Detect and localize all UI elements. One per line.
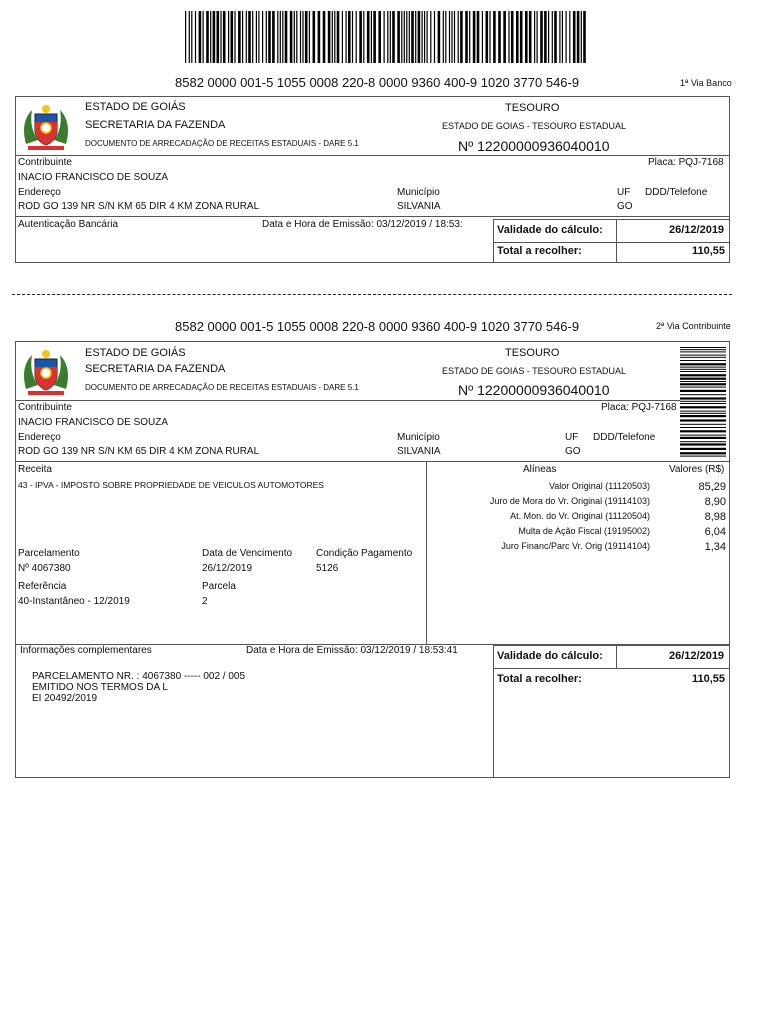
estado-title-2: ESTADO DE GOIÁS (85, 347, 186, 359)
condicao-value: 5126 (316, 563, 339, 574)
info-complementares-label: Informações complementares (20, 645, 152, 656)
receita-value: 43 - IPVA - IMPOSTO SOBRE PROPRIEDADE DE VEICULOS AUTOMOTORES (18, 480, 324, 490)
validade-label: Validade do cálculo: (497, 224, 603, 236)
alinea-label: Juro Financ/Parc Vr. Orig (19114104) (501, 541, 650, 551)
document-number-2: Nº 12200000936040010 (458, 382, 610, 398)
validade-date: 26/12/2019 (669, 224, 725, 236)
municipio-label: Município (397, 187, 440, 198)
alinea-row (430, 541, 728, 556)
alinea-row (430, 526, 728, 541)
validade-date-2: 26/12/2019 (669, 650, 725, 662)
endereco-label-2: Endereço (18, 432, 61, 443)
parcela-value: 2 (202, 596, 208, 607)
total-value-2: 110,55 (692, 673, 726, 685)
alinea-value: 6,04 (704, 526, 726, 538)
alinea-row (430, 481, 728, 496)
vencimento-value: 26/12/2019 (202, 563, 253, 574)
total-label-2: Total a recolher: (497, 673, 582, 685)
emissao-datetime-2: Data e Hora de Emissão: 03/12/2019 / 18:53:41 (246, 645, 458, 656)
barcode-digits-2: 8582 0000 001-5 1055 0008 220-8 0000 9360 400-9 1020 3770 546-9 (175, 319, 580, 334)
info-line: EI 20492/2019 (32, 693, 98, 704)
contribuinte-name: INACIO FRANCISCO DE SOUZA (18, 172, 169, 183)
total-label: Total a recolher: (497, 245, 582, 257)
alinea-label: Juro de Mora do Vr. Original (19114103) (489, 496, 650, 506)
document-number: Nº 12200000936040010 (458, 138, 610, 154)
uf: GO (617, 201, 633, 212)
alinea-label: Multa de Ação Fiscal (19195002) (518, 526, 650, 536)
tesouro-subtitle-2: ESTADO DE GOIAS - TESOURO ESTADUAL (442, 366, 627, 376)
contribuinte-label-2: Contribuinte (18, 402, 72, 413)
validade-label-2: Validade do cálculo: (497, 650, 603, 662)
alinea-row (430, 511, 728, 526)
estado-title: ESTADO DE GOIÁS (85, 101, 186, 113)
uf-label-2: UF (565, 432, 579, 443)
tesouro-subtitle: ESTADO DE GOIAS - TESOURO ESTADUAL (442, 121, 627, 131)
valores-label: Valores (R$) (669, 464, 725, 475)
contribuinte-label: Contribuinte (18, 157, 72, 168)
referencia-label: Referência (18, 581, 67, 592)
secretaria-title: SECRETARIA DA FAZENDA (85, 119, 226, 131)
info-line: PARCELAMENTO NR. : 4067380 ----- 002 / 005 (32, 671, 246, 682)
via-label: 1ª Via Banco (680, 78, 732, 88)
alinea-row (430, 496, 728, 511)
ddd-label: DDD/Telefone (645, 187, 708, 198)
goias-coat-of-arms-icon (20, 100, 72, 152)
document-title-2: DOCUMENTO DE ARRECADAÇÃO DE RECEITAS ESTADUAIS - DARE 5.1 (85, 383, 359, 392)
referencia-value: 40-Instantâneo - 12/2019 (18, 596, 130, 607)
secretaria-title-2: SECRETARIA DA FAZENDA (85, 363, 226, 375)
parcelamento-label: Parcelamento (18, 548, 80, 559)
municipio-2: SILVANIA (397, 446, 441, 457)
autenticacao-label: Autenticação Bancária (18, 219, 119, 230)
alineas-label: Alíneas (523, 464, 557, 475)
alinea-value: 85,29 (698, 481, 726, 493)
receita-label: Receita (18, 464, 52, 475)
alinea-label: At. Mon. do Vr. Original (11120504) (510, 511, 650, 521)
info-line: EMITIDO NOS TERMOS DA L (32, 682, 168, 693)
via-label-2: 2ª Via Contribuinte (656, 321, 731, 331)
cut-line (12, 294, 732, 295)
alinea-value: 8,98 (704, 511, 726, 523)
parcela-label: Parcela (202, 581, 236, 592)
barcode (680, 347, 726, 459)
uf-2: GO (565, 446, 581, 457)
contribuinte-name-2: INACIO FRANCISCO DE SOUZA (18, 417, 169, 428)
ddd-label-2: DDD/Telefone (593, 432, 656, 443)
parcelamento-value: Nº 4067380 (18, 563, 71, 574)
document-title: DOCUMENTO DE ARRECADAÇÃO DE RECEITAS ESTADUAIS - DARE 5.1 (85, 139, 359, 148)
endereco: ROD GO 139 NR S/N KM 65 DIR 4 KM ZONA RURAL (18, 201, 260, 212)
placa-2: Placa: PQJ-7168 (601, 402, 677, 413)
placa: Placa: PQJ-7168 (648, 157, 724, 168)
alinea-label: Valor Original (11120503) (548, 481, 650, 491)
emissao-datetime: Data e Hora de Emissão: 03/12/2019 / 18:53: (262, 219, 463, 230)
condicao-label: Condição Pagamento (316, 548, 413, 559)
total-value: 110,55 (692, 245, 726, 257)
alinea-value: 8,90 (704, 496, 726, 508)
goias-coat-of-arms-icon (20, 345, 72, 397)
tesouro-title-2: TESOURO (505, 347, 560, 359)
vencimento-label: Data de Vencimento (202, 548, 293, 559)
uf-label: UF (617, 187, 631, 198)
municipio: SILVANIA (397, 201, 441, 212)
municipio-label-2: Município (397, 432, 440, 443)
barcode (185, 11, 590, 63)
alinea-value: 1,34 (704, 541, 726, 553)
endereco-label: Endereço (18, 187, 61, 198)
tesouro-title: TESOURO (505, 102, 560, 114)
endereco-2: ROD GO 139 NR S/N KM 65 DIR 4 KM ZONA RURAL (18, 446, 260, 457)
barcode-digits: 8582 0000 001-5 1055 0008 220-8 0000 9360 400-9 1020 3770 546-9 (175, 75, 580, 90)
